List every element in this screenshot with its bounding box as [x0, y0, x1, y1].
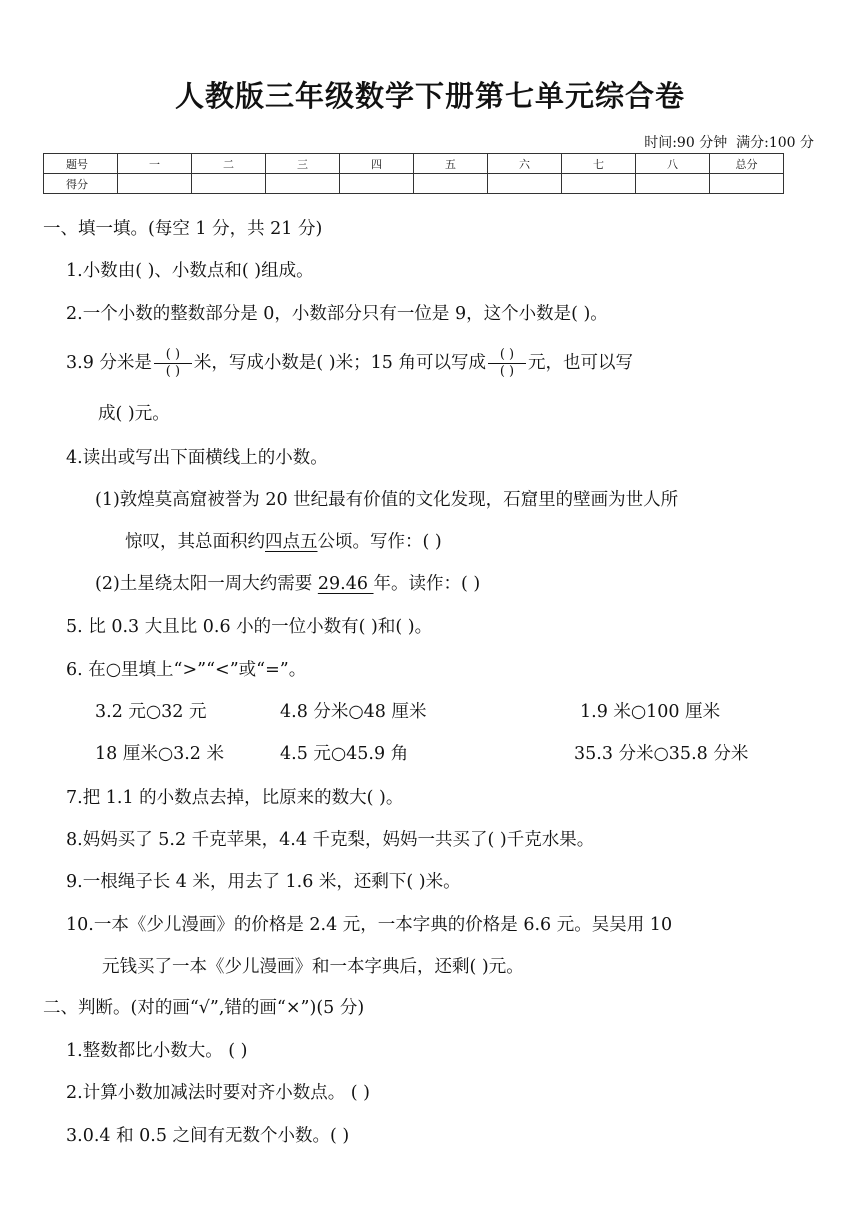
q4-1-text-pre: 惊叹，其总面积约	[125, 532, 265, 552]
score-cell[interactable]	[488, 174, 562, 194]
fraction-denominator: ( )	[165, 364, 181, 379]
score-cell[interactable]	[118, 174, 192, 194]
exam-meta: 时间:90 分钟 满分:100 分	[644, 135, 814, 151]
question-1-4: 4.读出或写出下面横线上的小数。	[66, 448, 328, 468]
score-header-cell: 八	[636, 154, 710, 174]
score-header-cell: 三	[266, 154, 340, 174]
score-header-cell: 总分	[710, 154, 784, 174]
question-1-4-1-line1: (1)敦煌莫高窟被誉为 20 世纪最有价值的文化发现，石窟里的壁画为世人所	[95, 490, 679, 510]
question-1-3-line1	[66, 349, 633, 378]
question-2-3: 3.0.4 和 0.5 之间有无数个小数。( )	[66, 1126, 350, 1146]
section2-heading: 二、判断。(对的画“√”,错的画“×”)(5 分)	[43, 998, 365, 1018]
section1-heading: 一、填一填。(每空 1 分，共 21 分)	[43, 219, 323, 239]
compare-item: 3.2 元○32 元	[95, 702, 207, 722]
underlined-number: 四点五	[265, 532, 318, 552]
score-cell[interactable]	[414, 174, 488, 194]
score-row-label: 得分	[44, 174, 118, 194]
page-title: 人教版三年级数学下册第七单元综合卷	[174, 79, 685, 113]
question-1-8: 8.妈妈买了 5.2 千克苹果，4.4 千克梨，妈妈一共买了( )千克水果。	[66, 830, 595, 850]
q3-text-part1: 3.9 分米是	[66, 353, 152, 373]
score-table-header-row	[44, 154, 784, 174]
underlined-number: 29.46	[317, 574, 374, 594]
score-cell[interactable]	[636, 174, 710, 194]
question-1-5: 5. 比 0.3 大且比 0.6 小的一位小数有( )和( )。	[66, 617, 433, 637]
question-1-6: 6. 在○里填上“>”“<”或“=”。	[66, 660, 307, 680]
question-1-2: 2.一个小数的整数部分是 0，小数部分只有一位是 9，这个小数是( )。	[66, 304, 608, 324]
score-cell[interactable]	[710, 174, 784, 194]
question-1-7: 7.把 1.1 的小数点去掉，比原来的数大( )。	[66, 788, 404, 808]
score-cell[interactable]	[340, 174, 414, 194]
score-table-score-row	[44, 174, 784, 194]
score-cell[interactable]	[562, 174, 636, 194]
question-1-1: 1.小数由( )、小数点和( )组成。	[66, 261, 314, 281]
compare-item: 1.9 米○100 厘米	[580, 702, 721, 722]
compare-item: 18 厘米○3.2 米	[95, 744, 224, 764]
q3-text-part2: 米，写成小数是( )米；15 角可以写成	[193, 353, 486, 373]
q4-1-text-post: 公顷。写作：( )	[317, 532, 442, 552]
score-header-cell: 一	[118, 154, 192, 174]
fraction-numerator: ( )	[154, 349, 192, 364]
compare-item: 4.5 元○45.9 角	[280, 744, 409, 764]
score-table	[43, 153, 784, 194]
fraction-numerator: ( )	[488, 349, 526, 364]
q4-2-text-post: 年。读作：( )	[373, 574, 481, 594]
question-1-10-line2: 元钱买了一本《少儿漫画》和一本字典后，还剩( )元。	[102, 957, 524, 977]
question-2-2: 2.计算小数加减法时要对齐小数点。 ( )	[66, 1083, 370, 1103]
score-header-cell: 六	[488, 154, 562, 174]
compare-item: 4.8 分米○48 厘米	[280, 702, 427, 722]
score-header-cell: 题号	[44, 154, 118, 174]
compare-item: 35.3 分米○35.8 分米	[574, 744, 749, 764]
fraction-blank	[154, 349, 192, 378]
score-header-cell: 二	[192, 154, 266, 174]
score-header-cell: 五	[414, 154, 488, 174]
question-1-9: 9.一根绳子长 4 米，用去了 1.6 米，还剩下( )米。	[66, 872, 461, 892]
score-cell[interactable]	[192, 174, 266, 194]
question-2-1: 1.整数都比小数大。 ( )	[66, 1041, 248, 1061]
fraction-denominator: ( )	[499, 364, 515, 379]
score-header-cell: 七	[562, 154, 636, 174]
q3-text-part3: 元，也可以写	[527, 353, 633, 373]
question-1-3-line2: 成( )元。	[98, 404, 170, 424]
question-1-10-line1: 10.一本《少儿漫画》的价格是 2.4 元，一本字典的价格是 6.6 元。吴吴用 10	[66, 915, 673, 935]
question-1-4-1-line2	[125, 530, 442, 554]
score-cell[interactable]	[266, 174, 340, 194]
score-header-cell: 四	[340, 154, 414, 174]
q4-2-text-pre: (2)土星绕太阳一周大约需要	[95, 574, 318, 594]
fraction-blank	[488, 349, 526, 378]
question-1-4-2	[95, 572, 480, 596]
